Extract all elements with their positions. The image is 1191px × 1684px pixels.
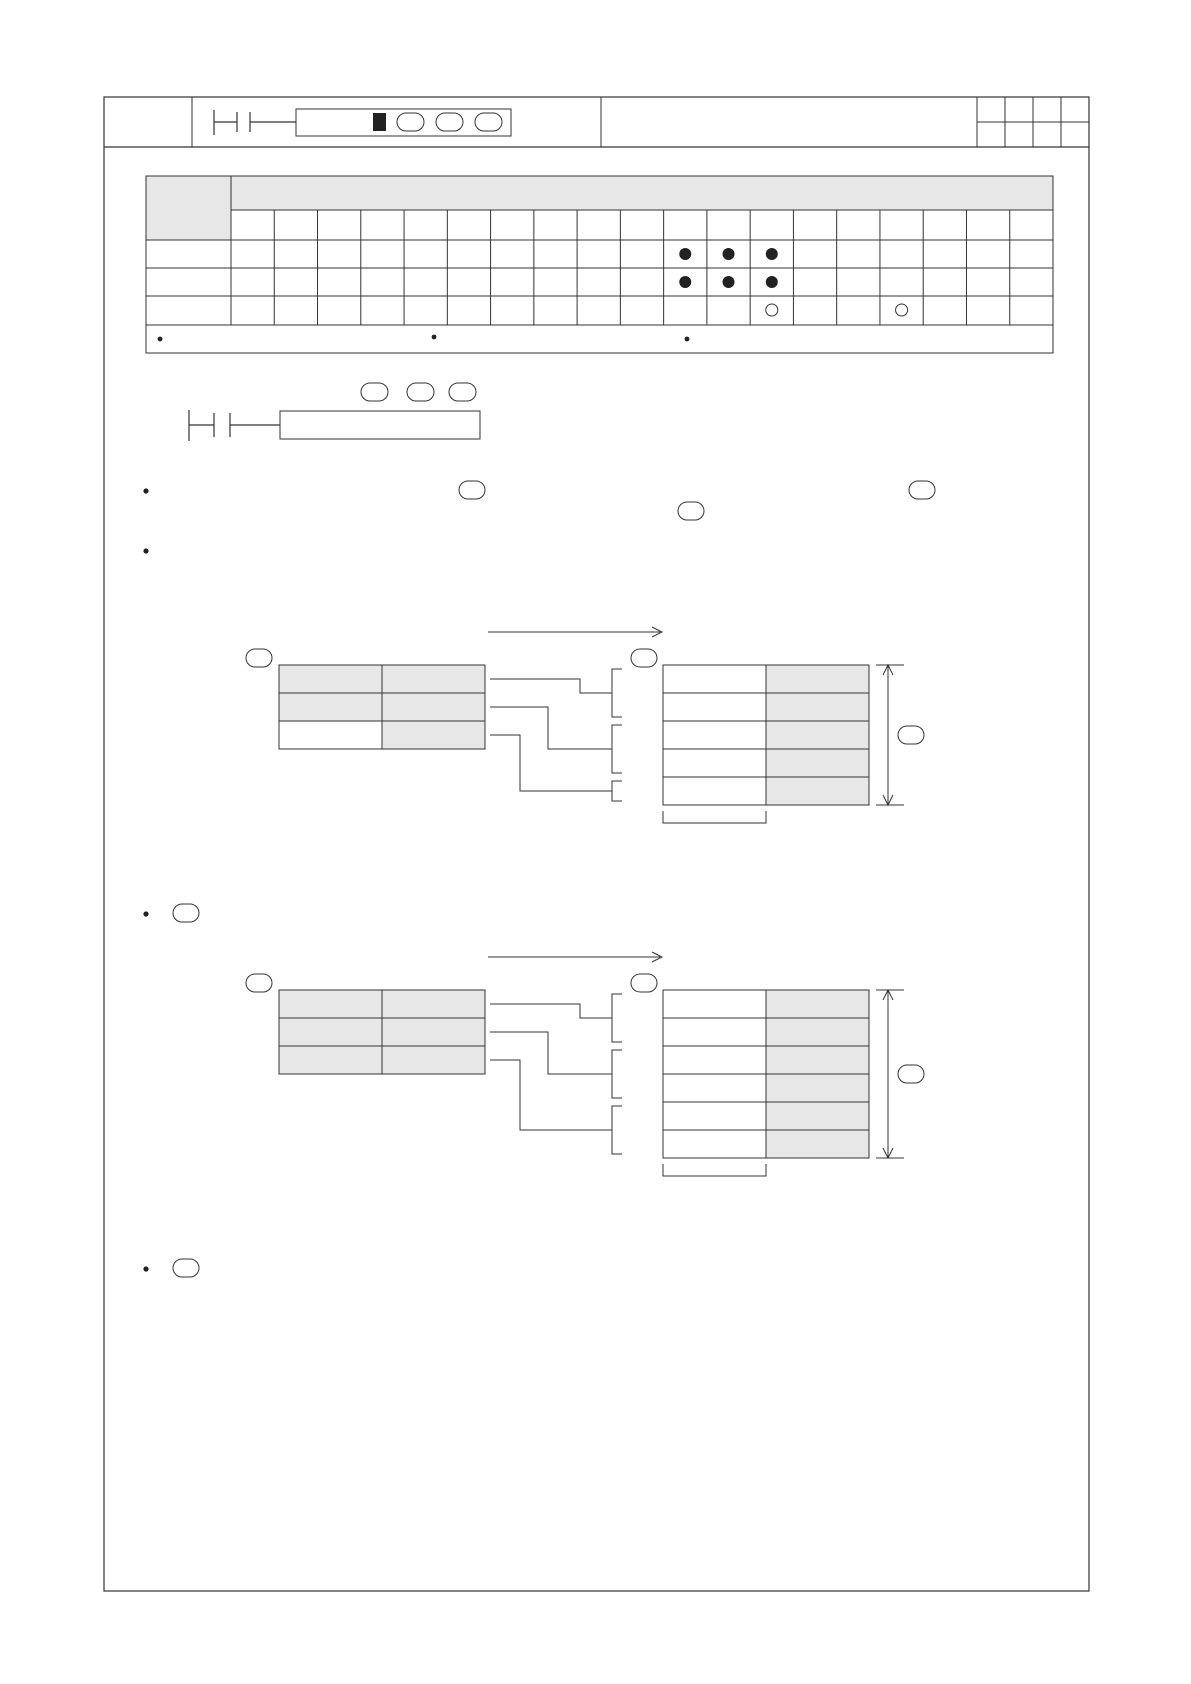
source-cell <box>382 1046 485 1074</box>
device-table-header-row <box>146 176 1053 210</box>
destination-cell <box>663 749 766 777</box>
source-cell <box>382 990 485 1018</box>
destination-cell <box>663 1102 766 1130</box>
source-cell <box>382 1018 485 1046</box>
filled-dot-icon <box>679 248 691 260</box>
destination-cell <box>766 665 869 693</box>
header-operand-oval-icon <box>397 113 424 131</box>
ladder-contact-icon <box>189 410 280 441</box>
destination-cell <box>766 1018 869 1046</box>
filled-dot-icon <box>723 276 735 288</box>
bullet-icon <box>143 1266 148 1271</box>
destination-cell <box>766 693 869 721</box>
ladder-example <box>189 383 480 441</box>
open-circle-icon <box>766 304 778 316</box>
operand-oval-icon <box>361 383 388 401</box>
destination-cell <box>766 1046 869 1074</box>
destination-cell <box>663 693 766 721</box>
group-bracket <box>612 1106 622 1154</box>
group-bracket <box>612 781 622 801</box>
count-operand-oval-icon <box>898 1065 924 1083</box>
device-table <box>146 176 1053 353</box>
operand-oval-icon <box>173 1259 199 1277</box>
destination-cell <box>663 1046 766 1074</box>
transfer-diagram <box>246 627 924 823</box>
filled-dot-icon <box>679 276 691 288</box>
connector-line <box>490 735 612 791</box>
bullet-icon <box>143 548 148 553</box>
source-cell <box>382 665 485 693</box>
destination-cell <box>766 721 869 749</box>
group-bracket <box>612 1050 622 1098</box>
source-operand-oval-icon <box>246 974 272 992</box>
connector-line <box>490 1032 612 1074</box>
destination-cell <box>663 777 766 805</box>
note-bullet-icon <box>685 337 690 342</box>
source-operand-oval-icon <box>246 649 272 667</box>
device-table-corner-cell <box>146 176 231 240</box>
header-band <box>104 97 1089 147</box>
source-cell <box>279 1018 382 1046</box>
connector-line <box>490 1004 612 1018</box>
destination-cell <box>663 1018 766 1046</box>
connector-line <box>490 679 612 693</box>
source-cell <box>279 721 382 749</box>
group-bracket <box>612 994 622 1042</box>
connector-line <box>490 1060 612 1130</box>
source-cell <box>279 665 382 693</box>
destination-cell <box>766 1074 869 1102</box>
header-operand-oval-icon <box>436 113 463 131</box>
operand-oval-icon <box>459 481 485 499</box>
destination-cell <box>663 665 766 693</box>
destination-cell <box>663 1130 766 1158</box>
filled-dot-icon <box>766 276 778 288</box>
source-cell <box>382 721 485 749</box>
source-cell <box>279 990 382 1018</box>
destination-cell <box>766 749 869 777</box>
source-cell <box>279 1046 382 1074</box>
source-cell <box>382 693 485 721</box>
note-bullet-icon <box>158 337 163 342</box>
bullet-icon <box>143 911 148 916</box>
note-bullet-icon <box>432 335 437 340</box>
group-bracket <box>612 725 622 773</box>
destination-cell <box>766 1130 869 1158</box>
connector-line <box>490 707 612 749</box>
filled-dot-icon <box>766 248 778 260</box>
source-cell <box>279 693 382 721</box>
ladder-instruction-box <box>280 411 480 439</box>
destination-cell <box>663 1074 766 1102</box>
column-bracket <box>663 1164 766 1176</box>
destination-cell <box>766 1102 869 1130</box>
header-operand-oval-icon <box>475 113 502 131</box>
destination-cell <box>766 777 869 805</box>
count-operand-oval-icon <box>898 726 924 744</box>
operand-oval-icon <box>678 502 704 520</box>
transfer-diagram <box>246 952 924 1176</box>
destination-operand-oval-icon <box>631 974 657 992</box>
bullet-icon <box>143 488 148 493</box>
filled-dot-icon <box>723 248 735 260</box>
destination-cell <box>663 721 766 749</box>
header-filled-square-icon <box>373 113 386 131</box>
column-bracket <box>663 811 766 823</box>
operand-oval-icon <box>909 481 935 499</box>
operand-oval-icon <box>173 904 199 922</box>
header-ladder-contact-icon <box>214 110 296 135</box>
destination-cell <box>766 990 869 1018</box>
transfer-diagrams <box>246 627 924 1176</box>
open-circle-icon <box>896 304 908 316</box>
destination-cell <box>663 990 766 1018</box>
group-bracket <box>612 669 622 717</box>
operand-oval-icon <box>407 383 434 401</box>
operand-oval-icon <box>449 383 476 401</box>
destination-operand-oval-icon <box>631 649 657 667</box>
page-frame <box>104 97 1089 1591</box>
